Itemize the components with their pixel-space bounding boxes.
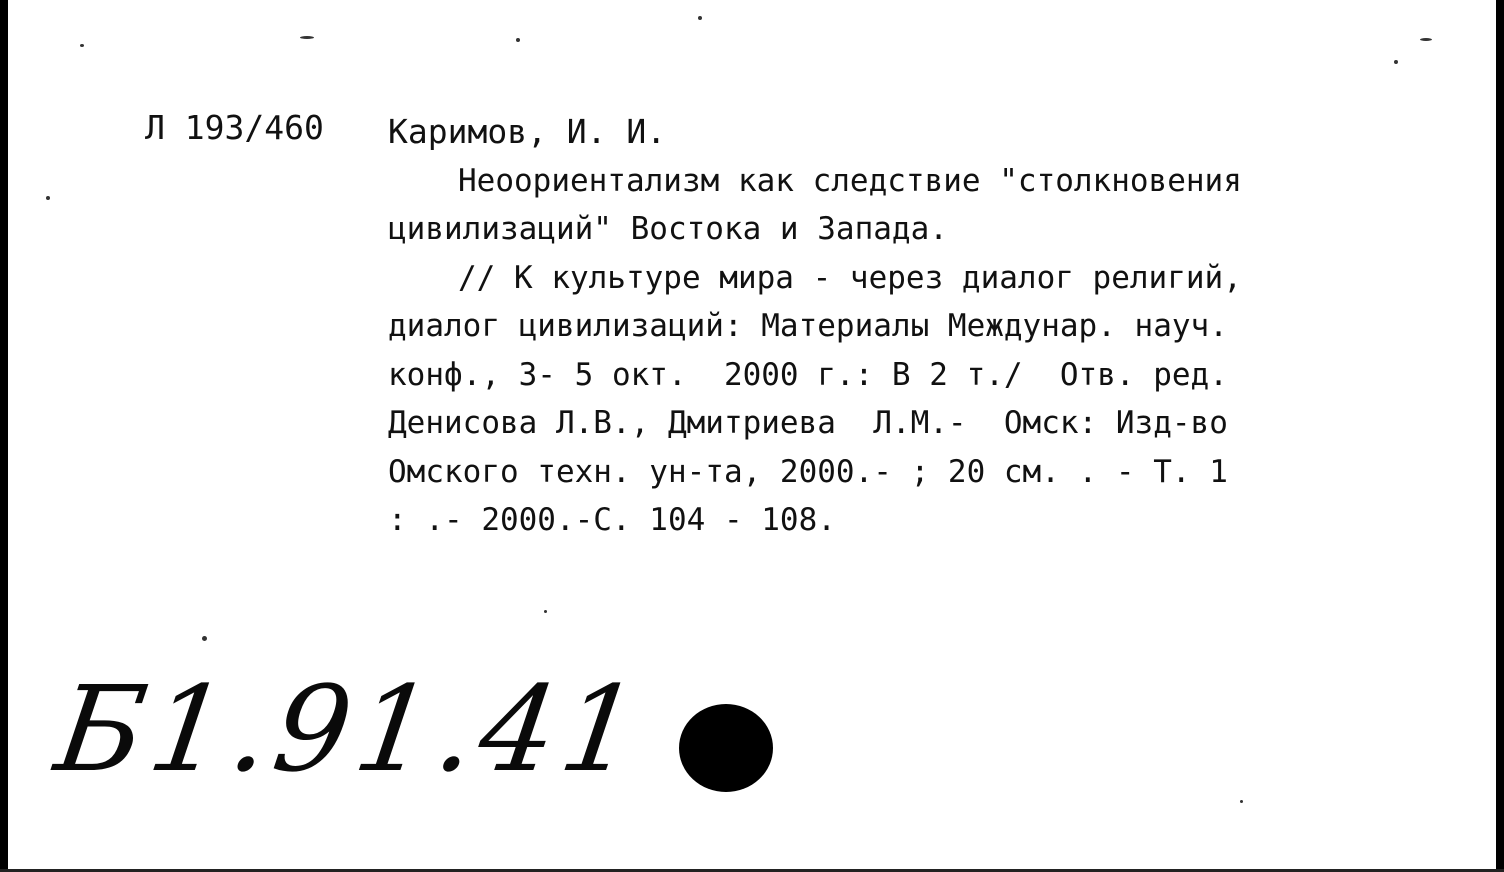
handwritten-classification-code: Б1.91.41 <box>48 660 653 798</box>
shelfmark: Л 193/460 <box>145 108 324 147</box>
scan-speck <box>1420 38 1432 41</box>
entry-line: диалог цивилизаций: Материалы Междунар. науч. <box>388 308 1228 344</box>
entry-line: цивилизаций" Востока и Запада. <box>388 211 948 247</box>
scan-speck <box>516 38 520 42</box>
author-name: Каримов, И. И. <box>388 112 667 151</box>
bibliographic-entry <box>388 108 1368 545</box>
entry-line: // К культуре мира - через диалог религий, <box>458 259 1242 296</box>
scan-speck <box>300 36 314 39</box>
scan-speck <box>1394 60 1398 64</box>
scan-speck <box>1240 800 1243 803</box>
punched-hole-dot <box>679 704 773 792</box>
entry-line: : .- 2000.-С. 104 - 108. <box>388 502 836 538</box>
scan-speck <box>46 196 50 200</box>
entry-line: конф., 3- 5 окт. 2000 г.: В 2 т./ Отв. ред. <box>388 356 1228 393</box>
scan-speck <box>80 44 84 47</box>
entry-line: Неоориентализм как следствие "столкновения <box>458 162 1242 199</box>
scan-speck <box>544 610 547 613</box>
card-left-edge <box>0 0 8 872</box>
entry-line: Омского техн. ун-та, 2000.- ; 20 см. . - Т. 1 <box>388 453 1228 490</box>
card-right-edge <box>1496 0 1504 872</box>
entry-line: Денисова Л.В., Дмитриева Л.М.- Омск: Изд-во <box>388 405 1228 441</box>
scan-speck <box>202 636 207 641</box>
scan-speck <box>698 16 702 20</box>
